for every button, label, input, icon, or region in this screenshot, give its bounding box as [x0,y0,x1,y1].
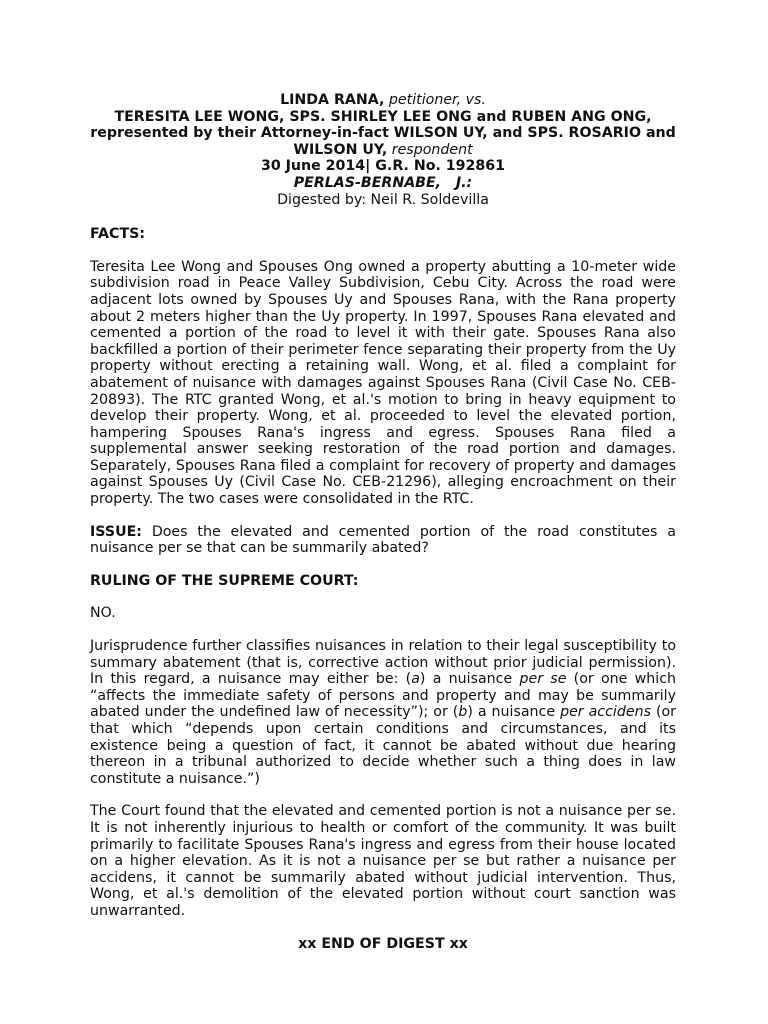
case-title-line-4 [90,142,676,159]
ruling-paragraph-1 [90,638,676,787]
facts-heading: FACTS: [90,226,146,243]
case-title-line-2: TERESITA LEE WONG, SPS. SHIRLEY LEE ONG and RUBEN ANG ONG, [114,108,652,125]
respondent-name: WILSON UY, [293,141,388,158]
case-title-line-3: represented by their Attorney-in-fact WILSON UY, and SPS. ROSARIO and [90,125,676,142]
issue-heading: ISSUE: [90,523,142,540]
ruling-heading: RULING OF THE SUPREME COURT: [90,572,359,589]
ruling-p1-per-accidens: per accidens [560,704,651,721]
issue-paragraph [90,524,676,557]
ruling-p1-per-se: per se [519,671,567,688]
respondent-role: respondent [387,141,473,158]
ruling-p1-part-d: ) a nuisance [467,704,561,721]
document-page [90,92,676,952]
ruling-p1-part-c: (or one which “affects the immediate safety of persons and property and may be summarily abated under the undefined law of necessity”); or ( [90,671,676,721]
ruling-p1-part-e: (or that which “depends upon certain conditions and circumstances, and its existence being a question of fact, it cannot be abated without due hearing thereon in a tribunal authorized to decide whether such a thing does in law constitute a nuisance.”) [90,704,676,787]
ruling-paragraph-2: The Court found that the elevated and cemented portion is not a nuisance per se. It is not inherently injurious to health or comfort of the community. It was built primarily to facilitate Spouses Rana's ingress and egress from their house located on a higher elevation. As it is not a nuisance per se but rather a nuisance per accidens, it cannot be summarily abated without judicial intervention. Thus, Wong, et al.'s demolition of the elevated portion without court sanction was unwarranted. [90,803,676,919]
issue-text: Does the elevated and cemented portion of the road constitutes a nuisance per se that can be summarily abated? [90,523,676,557]
ponente: PERLAS-BERNABE, J.: [293,174,473,191]
end-of-digest: xx END OF DIGEST xx [298,935,468,952]
petitioner-name: LINDA RANA, [280,92,385,108]
facts-paragraph: Teresita Lee Wong and Spouses Ong owned a property abutting a 10-meter wide subdivision road in Peace Valley Subdivision, Cebu City. Across the road were adjacent lots owned by Spouses Uy and Spouses Rana, with the Rana property about 2 meters higher than the Uy property. In 1997, Spouses Rana elevated and cemented a portion of the road to level it with their gate. Spouses Rana also backfilled a portion of their perimeter fence separating their property from the Uy property without erecting a retaining wall. Wong, et al. filed a complaint for abatement of nuisance with damages against Spouses Rana (Civil Case No. CEB-20893). The RTC granted Wong, et al.'s motion to bring in heavy equipment to develop their property. Wong, et al. proceeded to level the elevated portion, hampering Spouses Rana's ingress and egress. Spouses Rana filed a supplemental answer seeking restoration of the road portion and damages. Separately, Spouses Rana filed a complaint for recovery of property and damages against Spouses Uy (Civil Case No. CEB-21296), alleging encroachment on their property. The two cases were consolidated in the RTC. [90,258,676,508]
case-header [90,92,676,208]
case-date-gr-number: 30 June 2014| G.R. No. 192861 [260,158,506,175]
digest-author: Digested by: Neil R. Soldevilla [277,191,489,208]
ruling-p1-letter-b: b [458,704,468,721]
case-title-line-1 [90,92,676,109]
ruling-p1-part-a: Jurisprudence further classifies nuisances in relation to their legal susceptibility to summary abatement (that is, corrective action without prior judicial permission). In this regard, a nuisance may either be: ( [90,638,676,688]
ruling-answer: NO. [90,605,116,622]
ruling-p1-letter-a: a [411,671,420,688]
petitioner-role: petitioner, vs. [384,92,486,108]
ruling-p1-part-b: ) a nuisance [419,671,520,688]
